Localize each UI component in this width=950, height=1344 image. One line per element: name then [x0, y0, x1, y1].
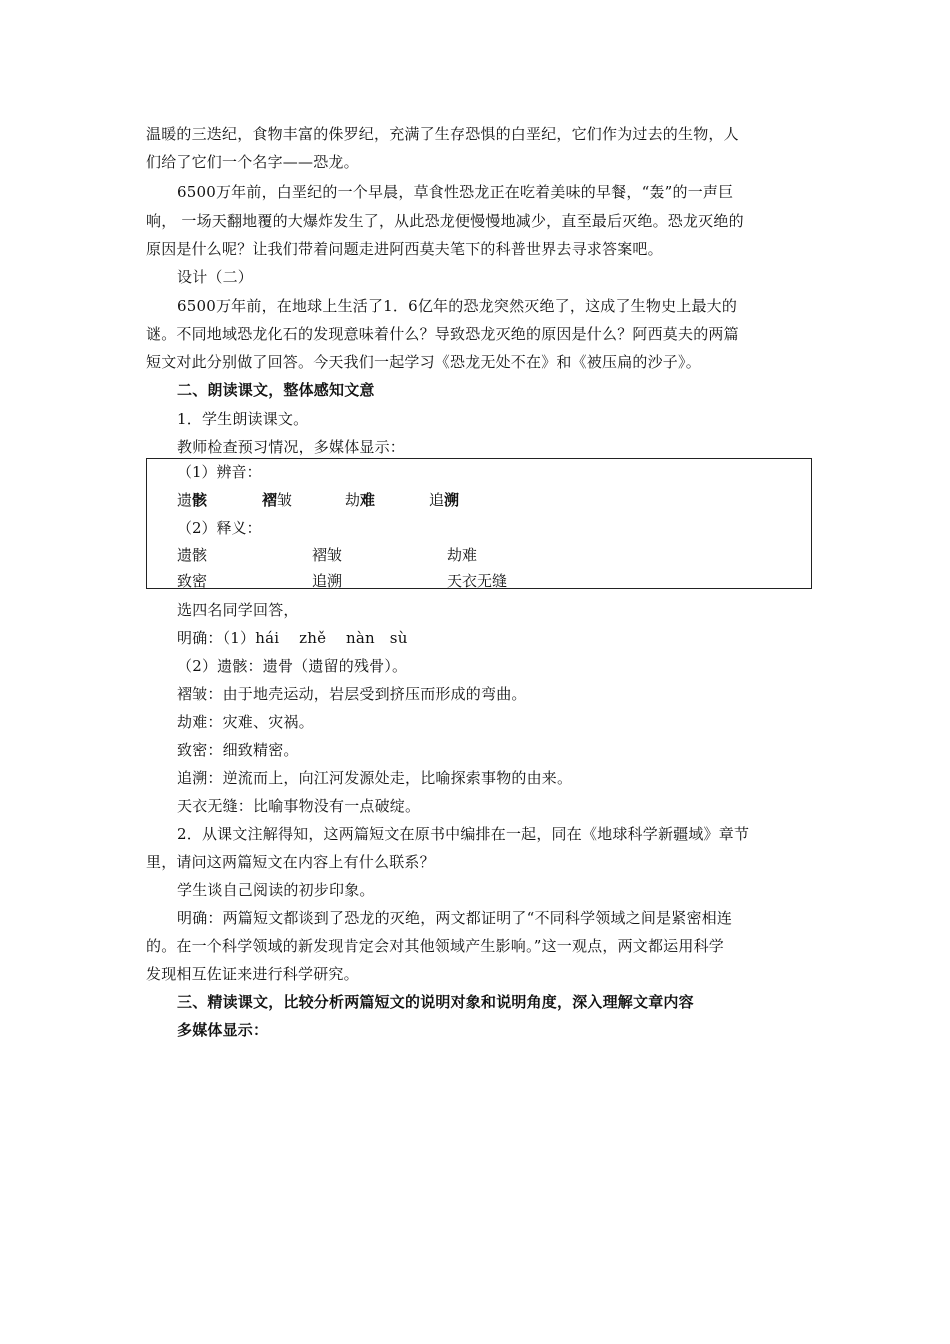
term: 致密 — [177, 572, 208, 590]
pron-word-1: 遗骸 — [177, 491, 208, 509]
paragraph-line: 致密：细致精密。 — [177, 741, 299, 759]
section-heading: 二、朗读课文，整体感知文意 — [177, 381, 375, 399]
paragraph-line: （2）遗骸：遗骨（遗留的残骨）。 — [177, 657, 408, 675]
pron-word-2: 褶皱 — [262, 491, 293, 509]
answer-pronunciation: 明确：（1）hái zhě nàn sù — [177, 629, 408, 647]
pron-word-3: 劫难 — [345, 491, 376, 509]
multimedia-display-box — [146, 458, 812, 589]
paragraph-line: 2．从课文注解得知，这两篇短文在原书中编排在一起，同在《地球科学新疆域》章节 — [177, 825, 750, 843]
paragraph-line: 褶皱：由于地壳运动，岩层受到挤压而形成的弯曲。 — [177, 685, 527, 703]
term: 天衣无缝 — [447, 572, 508, 590]
box-label-definition: （2）释义： — [177, 519, 262, 537]
paragraph-line: 6500万年前，白垩纪的一个早晨，草食性恐龙正在吃着美味的早餐，“轰”的一声巨 — [177, 183, 734, 201]
paragraph-line: 响， 一场天翻地覆的大爆炸发生了，从此恐龙便慢慢地减少，直至最后灭绝。恐龙灭绝的 — [146, 212, 744, 230]
term: 遗骸 — [177, 546, 208, 564]
section-subtitle: 设计（二） — [177, 268, 254, 286]
paragraph-line: 追溯：逆流而上，向江河发源处走，比喻探索事物的由来。 — [177, 769, 573, 787]
paragraph-line: 谜。不同地域恐龙化石的发现意味着什么？导致恐龙灭绝的原因是什么？阿西莫夫的两篇 — [146, 325, 739, 343]
paragraph-line: 劫难：灾难、灾祸。 — [177, 713, 314, 731]
pron-word-4: 追溯 — [429, 491, 460, 509]
paragraph-line: 短文对此分别做了回答。今天我们一起学习《恐龙无处不在》和《被压扁的沙子》。 — [146, 353, 701, 371]
paragraph-line: 学生谈自己阅读的初步印象。 — [177, 881, 375, 899]
term: 褶皱 — [312, 546, 343, 564]
paragraph-line: 里，请问这两篇短文在内容上有什么联系？ — [146, 853, 435, 871]
paragraph-line: 温暖的三迭纪，食物丰富的侏罗纪，充满了生存恐惧的白垩纪，它们作为过去的生物，人 — [146, 125, 739, 143]
paragraph-line: 明确：两篇短文都谈到了恐龙的灭绝，两文都证明了“不同科学领域之间是紧密相连 — [177, 909, 733, 927]
paragraph-line: 1．学生朗读课文。 — [177, 410, 309, 428]
paragraph-line: 教师检查预习情况，多媒体显示： — [177, 438, 406, 456]
paragraph-line: 6500万年前，在地球上生活了1．6亿年的恐龙突然灭绝了，这成了生物史上最大的 — [177, 297, 738, 315]
section-heading: 三、精读课文，比较分析两篇短文的说明对象和说明角度，深入理解文章内容 — [177, 993, 694, 1011]
paragraph-line: 原因是什么呢？让我们带着问题走进阿西莫夫笔下的科普世界去寻求答案吧。 — [146, 240, 663, 258]
paragraph-line: 们给了它们一个名字——恐龙。 — [146, 153, 359, 171]
term: 追溯 — [312, 572, 343, 590]
paragraph-line: 的。在一个科学领域的新发现肯定会对其他领域产生影响。”这一观点，两文都运用科学 — [146, 937, 724, 955]
term: 劫难 — [447, 546, 478, 564]
paragraph-line: 选四名同学回答， — [177, 601, 299, 619]
box-label-pronunciation: （1）辨音： — [177, 463, 262, 481]
paragraph-line: 发现相互佐证来进行科学研究。 — [146, 965, 359, 983]
paragraph-line: 天衣无缝：比喻事物没有一点破绽。 — [177, 797, 421, 815]
section-heading: 多媒体显示： — [177, 1021, 269, 1039]
